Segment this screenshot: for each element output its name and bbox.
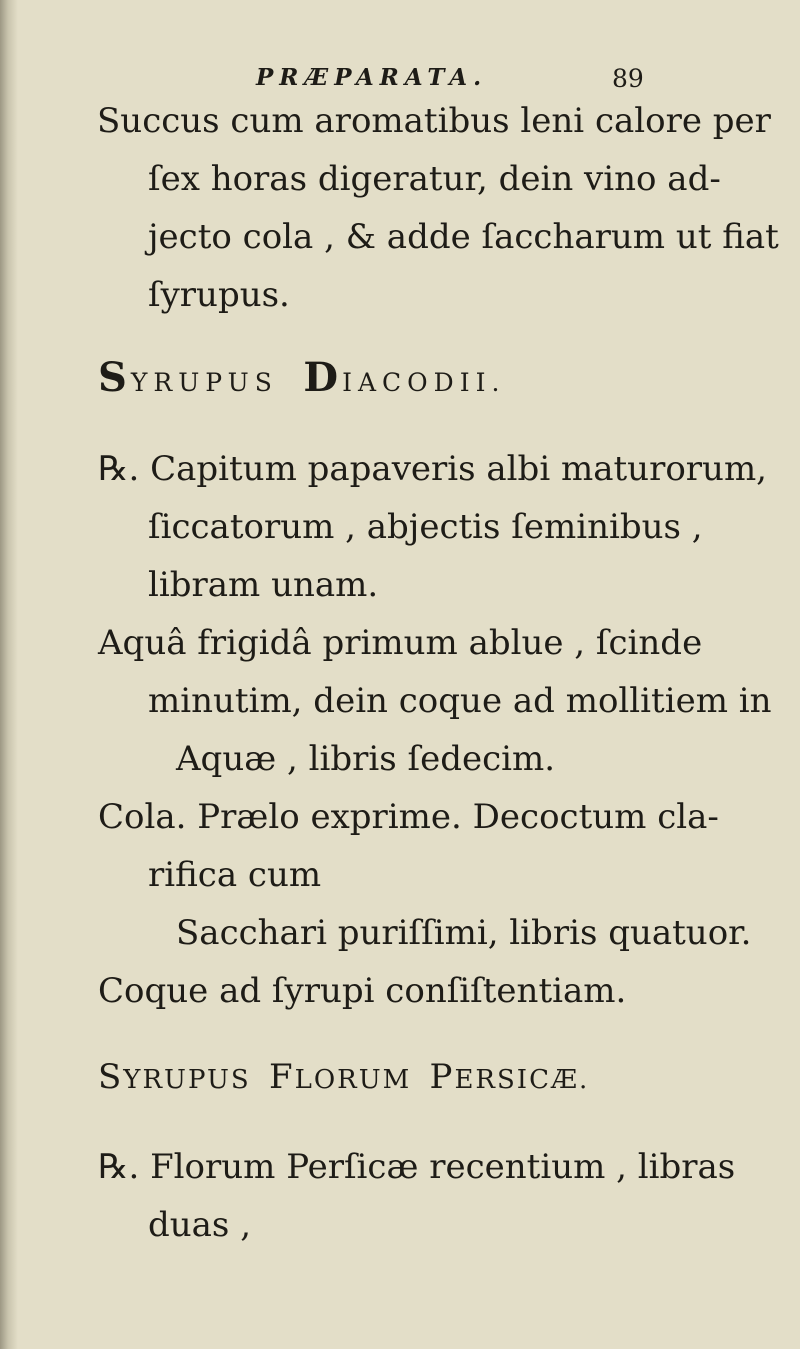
section-heading [98,354,506,401]
heading-small-caps: IACODII. [342,368,506,397]
text-line: ſiccatorum , abjectis ſeminibus , [148,507,703,547]
text-line: minutim, dein coque ad mollitiem in [148,681,772,721]
running-head: PRÆPARATA. [256,64,488,91]
heading-small-caps: LORUM [294,1065,412,1095]
text-line: rifica cum [148,855,322,895]
text-line: ℞. Capitum papaveris albi maturorum, [98,449,767,489]
text-line: ſyrupus. [148,275,290,315]
heading-initial: F [268,1057,295,1097]
text-line: ſex horas digeratur, dein vino ad- [148,159,721,199]
section-heading [98,1057,590,1097]
heading-small-caps: ERSICÆ. [454,1065,590,1095]
heading-small-caps: YRUPUS [130,368,278,397]
page-number: 89 [612,64,644,93]
text-line: Aquâ frigidâ primum ablue , ſcinde [98,623,703,663]
text-line: Aquæ , libris ſedecim. [176,739,556,779]
heading-initial: P [429,1057,455,1097]
text-line: ℞. Florum Perſicæ recentium , libras [98,1147,736,1187]
heading-initial: S [98,1057,124,1097]
text-line: libram unam. [148,565,379,605]
binding-gutter-shadow [0,0,18,1349]
text-line: duas , [148,1205,251,1245]
heading-initial: S [98,354,131,401]
heading-initial: D [303,354,343,401]
text-line: jecto cola , & adde ſaccharum ut fiat [148,217,779,257]
text-line: Cola. Prælo exprime. Decoctum cla- [98,797,719,837]
text-line: Sacchari puriſſimi, libris quatuor. [176,913,752,953]
text-line: Coque ad ſyrupi conſiſtentiam. [98,971,627,1011]
heading-small-caps: YRUPUS [123,1065,251,1095]
text-line: Succus cum aromatibus leni calore per [97,101,771,141]
